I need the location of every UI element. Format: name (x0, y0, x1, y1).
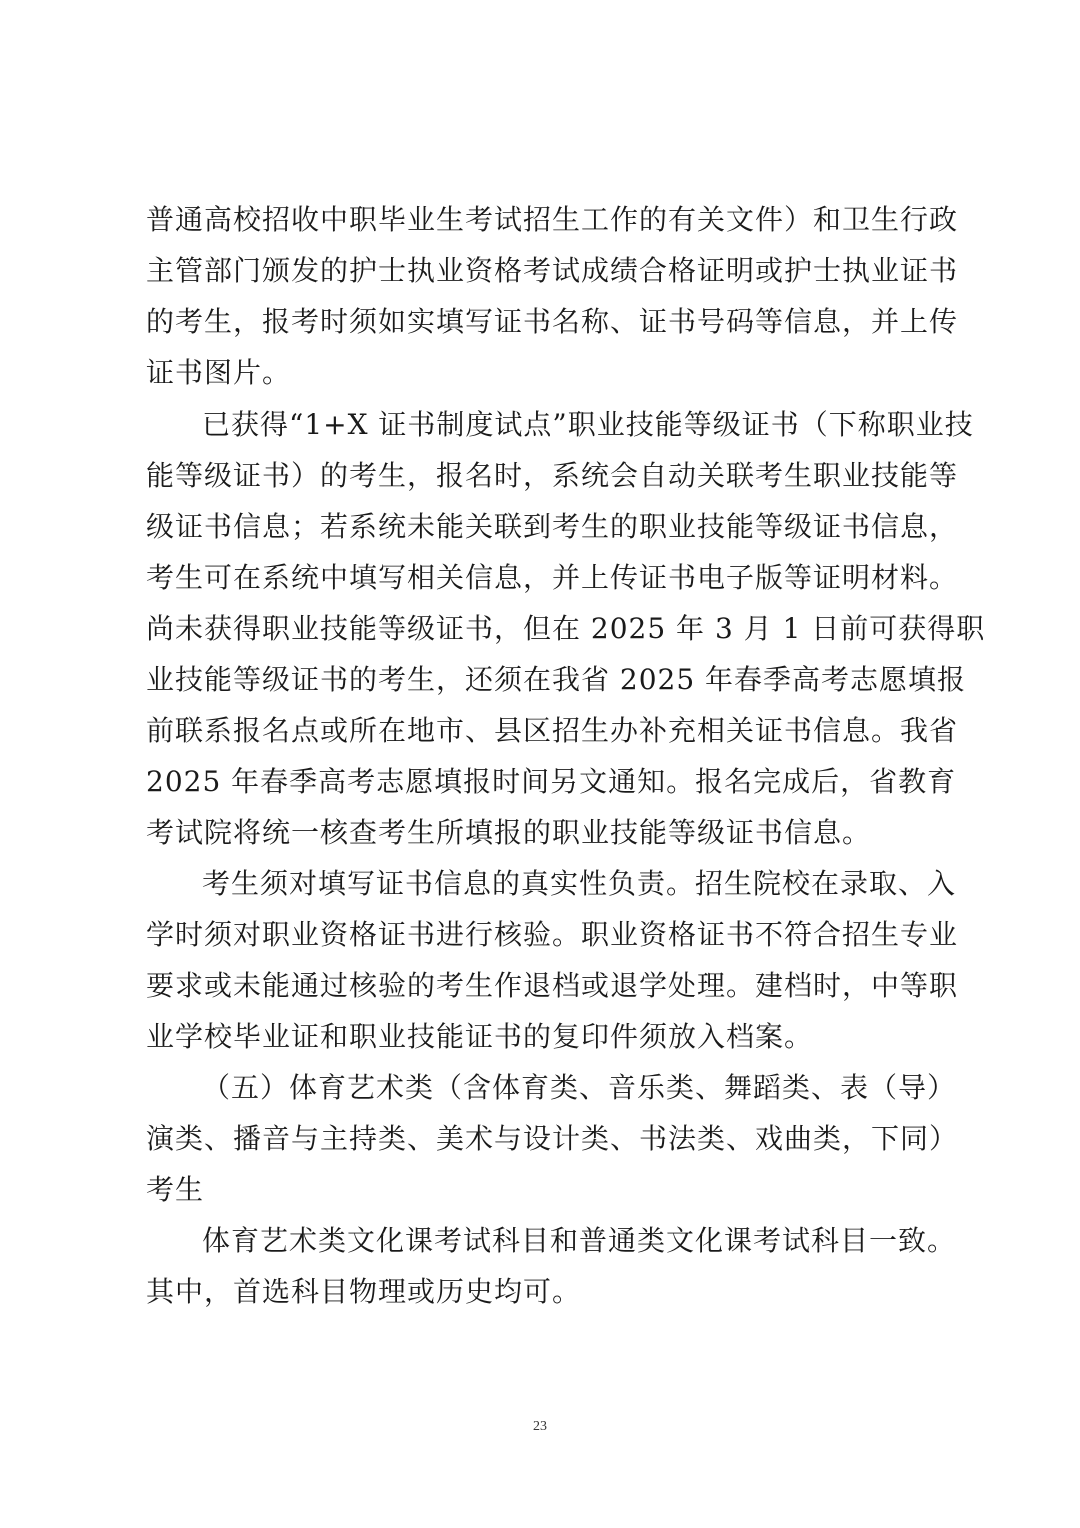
paragraph-line: 其中，首选科目物理或历史均可。 (146, 1275, 582, 1308)
paragraph-line: 的考生，报考时须如实填写证书名称、证书号码等信息，并上传 (146, 305, 959, 338)
paragraph-line: 学时须对职业资格证书进行核验。职业资格证书不符合招生专业 (146, 918, 959, 951)
paragraph-line: 考生须对填写证书信息的真实性负责。招生院校在录取、入 (202, 867, 957, 900)
paragraph-line: 2025 年春季高考志愿填报时间另文通知。报名完成后，省教育 (146, 765, 957, 798)
paragraph-line: 已获得“1+X 证书制度试点”职业技能等级证书（下称职业技 (202, 408, 974, 441)
paragraph-line: 业学校毕业证和职业技能证书的复印件须放入档案。 (146, 1020, 814, 1053)
paragraph-line: 业技能等级证书的考生，还须在我省 2025 年春季高考志愿填报 (146, 663, 967, 696)
section-heading-line: 考生 (146, 1173, 205, 1206)
paragraph-line: 体育艺术类文化课考试科目和普通类文化课考试科目一致。 (202, 1224, 957, 1257)
section-heading-line: 演类、播音与主持类、美术与设计类、书法类、戏曲类，下同） (146, 1122, 959, 1155)
paragraph-line: 普通高校招收中职毕业生考试招生工作的有关文件）和卫生行政 (146, 203, 959, 236)
paragraph-line: 级证书信息；若系统未能关联到考生的职业技能等级证书信息， (146, 510, 959, 543)
paragraph-line: 前联系报名点或所在地市、县区招生办补充相关证书信息。我省 (146, 714, 959, 747)
paragraph-line: 能等级证书）的考生，报名时，系统会自动关联考生职业技能等 (146, 459, 959, 492)
paragraph-line: 证书图片。 (146, 356, 292, 389)
paragraph-line: 主管部门颁发的护士执业资格考试成绩合格证明或护士执业证书 (146, 254, 959, 287)
paragraph-line: 尚未获得职业技能等级证书，但在 2025 年 3 月 1 日前可获得职 (146, 612, 986, 645)
paragraph-line: 考生可在系统中填写相关信息，并上传证书电子版等证明材料。 (146, 561, 959, 594)
paragraph-line: 考试院将统一核查考生所填报的职业技能等级证书信息。 (146, 816, 872, 849)
section-heading-line: （五）体育艺术类（含体育类、音乐类、舞蹈类、表（导） (202, 1071, 957, 1104)
page-number: 23 (533, 1419, 547, 1434)
paragraph-line: 要求或未能通过核验的考生作退档或退学处理。建档时，中等职 (146, 969, 959, 1002)
